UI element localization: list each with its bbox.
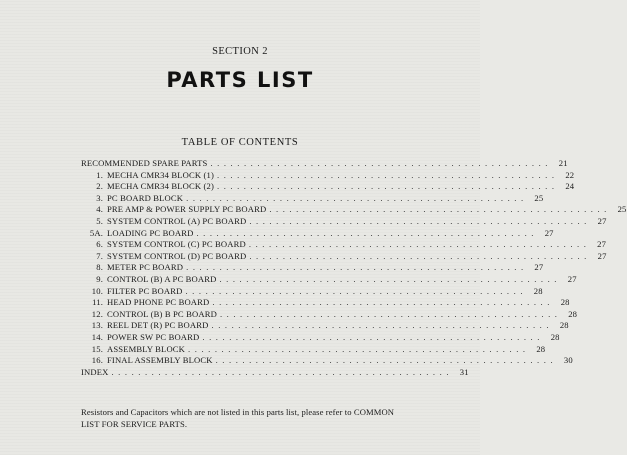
dot-leader: . . . . . . . . . . . . . . . . . . . . . . . . . . . . . . . . . . . . . . . . . . . . . . . . . . .	[185, 285, 524, 296]
toc-entry	[81, 181, 575, 193]
toc-entry-page: 28	[536, 343, 546, 354]
toc-entry	[81, 215, 607, 228]
toc-entry-number: 6.	[96, 239, 103, 250]
toc-entry-label: INDEX	[81, 366, 109, 377]
toc-entry-label: CONTROL (B) A PC BOARD	[107, 273, 217, 284]
toc-entry-label: CONTROL (B) B PC BOARD	[107, 308, 217, 319]
toc-entry	[81, 343, 546, 356]
toc-entry-label: METER PC BOARD	[107, 262, 184, 273]
toc-entry-page: 28	[559, 320, 569, 331]
toc-entry-page: 21	[558, 158, 568, 168]
toc-entry	[81, 297, 570, 309]
toc-entry	[81, 169, 575, 182]
dot-leader: . . . . . . . . . . . . . . . . . . . . . . . . . . . . . . . . . . . . . . . . . . . . . . . . . . .	[215, 355, 554, 366]
toc-entry-number: 4.	[96, 204, 103, 215]
dot-leader: . . . . . . . . . . . . . . . . . . . . . . . . . . . . . . . . . . . . . . . . . . . . . . . . . . .	[219, 308, 559, 319]
dot-leader: . . . . . . . . . . . . . . . . . . . . . . . . . . . . . . . . . . . . . . . . . . . . . . . . . . .	[219, 273, 558, 284]
toc-entry-page: 31	[459, 366, 469, 377]
toc-entry-label: PC BOARD BLOCK	[107, 192, 184, 203]
dot-leader: . . . . . . . . . . . . . . . . . . . . . . . . . . . . . . . . . . . . . . . . . . . . . . . . . . .	[210, 158, 549, 168]
toc-entry-number: 12.	[91, 308, 103, 319]
dot-leader: . . . . . . . . . . . . . . . . . . . . . . . . . . . . . . . . . . . . . . . . . . . . . . . . . . .	[211, 320, 550, 331]
toc-entry	[81, 355, 573, 367]
toc-entry-number: 7.	[96, 250, 103, 261]
toc-entry-label: POWER SW PC BOARD	[107, 331, 200, 342]
dot-leader: . . . . . . . . . . . . . . . . . . . . . . . . . . . . . . . . . . . . . . . . . . . . . . . . . . .	[212, 297, 551, 308]
toc-entry-label: PRE AMP & POWER SUPPLY PC BOARD	[107, 204, 267, 215]
toc-entry-page: 28	[560, 297, 570, 308]
toc-entry-number: 15.	[91, 343, 103, 354]
toc-heading: TABLE OF CONTENTS	[181, 137, 299, 148]
toc-entry-label: REEL DET (R) PC BOARD	[107, 320, 209, 331]
table-of-contents	[81, 158, 627, 378]
toc-entry-page: 28	[533, 285, 543, 296]
toc-entry	[81, 262, 544, 274]
toc-entry	[81, 250, 607, 263]
toc-entry-number: 5A.	[89, 227, 103, 238]
toc-entry-page: 30	[563, 355, 573, 366]
toc-entry-label: ASSEMBLY BLOCK	[107, 343, 186, 354]
toc-entry-number: 14.	[91, 331, 103, 342]
toc-entry-page: 27	[597, 250, 607, 261]
dot-leader: . . . . . . . . . . . . . . . . . . . . . . . . . . . . . . . . . . . . . . . . . . . . . . . . . . .	[196, 227, 535, 238]
toc-entry-label: SYSTEM CONTROL (A) PC BOARD	[107, 215, 247, 226]
toc-entry	[81, 227, 554, 240]
dot-leader: . . . . . . . . . . . . . . . . . . . . . . . . . . . . . . . . . . . . . . . . . . . . . . . . . . .	[188, 343, 527, 354]
toc-entry-page: 25	[617, 204, 627, 215]
toc-entry	[81, 204, 627, 216]
toc-entry-page: 27	[597, 215, 607, 226]
toc-entry-number: 8.	[96, 262, 103, 273]
toc-entry-number: 5.	[96, 215, 103, 226]
dot-leader: . . . . . . . . . . . . . . . . . . . . . . . . . . . . . . . . . . . . . . . . . . . . . . . . . . .	[111, 366, 450, 377]
toc-entry-page: 28	[568, 308, 578, 319]
toc-entry	[81, 285, 543, 298]
toc-entry	[81, 192, 544, 205]
toc-entry-number: 16.	[91, 355, 103, 366]
toc-entry-number: 3.	[96, 192, 103, 203]
toc-entry-number: 13.	[91, 320, 103, 331]
toc-entry-page: 28	[550, 331, 560, 342]
toc-entry	[81, 239, 607, 251]
dot-leader: . . . . . . . . . . . . . . . . . . . . . . . . . . . . . . . . . . . . . . . . . . . . . . . . . . .	[248, 239, 588, 250]
toc-entry	[81, 331, 560, 344]
dot-leader: . . . . . . . . . . . . . . . . . . . . . . . . . . . . . . . . . . . . . . . . . . . . . . . . . . .	[202, 331, 541, 342]
toc-entry-number: 11.	[92, 297, 103, 308]
dot-leader: . . . . . . . . . . . . . . . . . . . . . . . . . . . . . . . . . . . . . . . . . . . . . . . . . . .	[186, 262, 525, 273]
toc-entry-label: FILTER PC BOARD	[107, 285, 183, 296]
toc-entry-number: 10.	[91, 285, 103, 296]
toc-entry	[81, 366, 469, 379]
toc-entry	[81, 308, 578, 321]
toc-entry-page: 27	[567, 273, 577, 284]
toc-entry	[81, 158, 568, 170]
dot-leader: . . . . . . . . . . . . . . . . . . . . . . . . . . . . . . . . . . . . . . . . . . . . . . . . . . .	[217, 169, 556, 180]
toc-entry-page: 22	[565, 169, 575, 180]
toc-entry-label: FINAL ASSEMBLY BLOCK	[107, 355, 213, 366]
toc-entry-page: 25	[534, 192, 544, 203]
toc-entry-label: HEAD PHONE PC BOARD	[107, 297, 210, 308]
dot-leader: . . . . . . . . . . . . . . . . . . . . . . . . . . . . . . . . . . . . . . . . . . . . . . . . . . .	[249, 250, 588, 261]
toc-entry-page: 24	[565, 181, 575, 192]
toc-entry-page: 27	[544, 227, 554, 238]
page-title: PARTS LIST	[166, 68, 314, 92]
toc-entry-label: LOADING PC BOARD	[107, 227, 194, 238]
dot-leader: . . . . . . . . . . . . . . . . . . . . . . . . . . . . . . . . . . . . . . . . . . . . . . . . . . .	[217, 181, 556, 192]
toc-entry-label: MECHA CMR34 BLOCK (2)	[107, 181, 215, 192]
toc-entry-number: 9.	[96, 273, 103, 284]
toc-entry-label: SYSTEM CONTROL (D) PC BOARD	[107, 250, 247, 261]
toc-entry	[81, 273, 577, 286]
toc-entry-label: RECOMMENDED SPARE PARTS	[81, 158, 208, 168]
toc-entry-page: 27	[597, 239, 607, 250]
toc-entry-label: SYSTEM CONTROL (C) PC BOARD	[107, 239, 246, 250]
toc-entry-number: 1.	[96, 169, 103, 180]
dot-leader: . . . . . . . . . . . . . . . . . . . . . . . . . . . . . . . . . . . . . . . . . . . . . . . . . . .	[269, 204, 608, 215]
footnote: Resistors and Capacitors which are not listed in this parts list, please refer to COMMON LIST FOR SERVICE PARTS.	[81, 407, 395, 429]
toc-entry	[81, 320, 569, 332]
dot-leader: . . . . . . . . . . . . . . . . . . . . . . . . . . . . . . . . . . . . . . . . . . . . . . . . . . .	[186, 192, 525, 203]
dot-leader: . . . . . . . . . . . . . . . . . . . . . . . . . . . . . . . . . . . . . . . . . . . . . . . . . . .	[249, 215, 588, 226]
section-heading: SECTION 2	[212, 46, 268, 57]
toc-entry-label: MECHA CMR34 BLOCK (1)	[107, 169, 215, 180]
toc-entry-page: 27	[534, 262, 544, 273]
toc-entry-number: 2.	[96, 181, 103, 192]
